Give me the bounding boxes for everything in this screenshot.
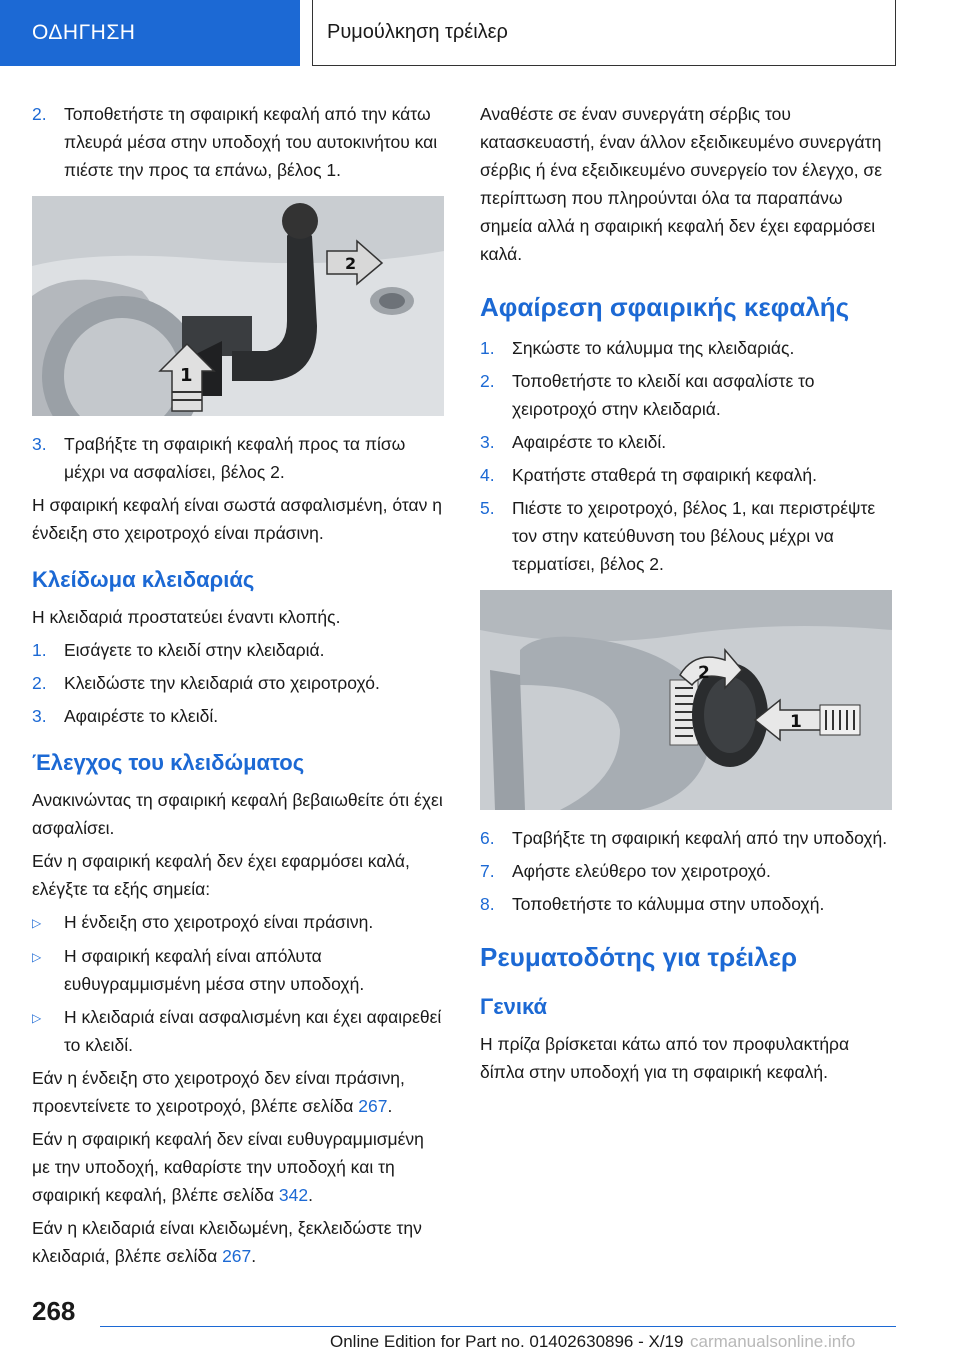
- heading-lock: Κλείδωμα κλειδαριάς: [32, 567, 255, 592]
- paragraph: Η σφαιρική κεφαλή είναι σωστά ασφαλισμένη, όταν η ένδειξη στο χειροτροχό είναι πράσινη.: [32, 495, 442, 543]
- left-column: [32, 100, 444, 1275]
- arrow-2-label: 2: [345, 254, 357, 273]
- step-text: Τοποθετήστε το κλειδί και ασφαλίστε το χειροτροχό στην κλειδαριά.: [512, 371, 815, 419]
- step-number: 1.: [32, 640, 47, 660]
- step-item: [480, 334, 896, 362]
- step-item: [32, 100, 444, 184]
- step-number: 2.: [480, 371, 495, 391]
- paragraph: [32, 1064, 444, 1120]
- step-text: Κρατήστε σταθερά τη σφαιρική κεφαλή.: [512, 465, 818, 485]
- paragraph-text: Εάν η ένδειξη στο χειροτροχό δεν είναι πράσινη, προεντείνετε το χειροτροχό, βλέπε σελίδα: [32, 1068, 405, 1116]
- right-column: [480, 100, 896, 1091]
- bullet-item: [32, 942, 444, 998]
- paragraph: Η πρίζα βρίσκεται κάτω από τον προφυλακτήρα δίπλα στην υποδοχή για τη σφαιρική κεφαλή.: [480, 1034, 850, 1082]
- step-text: Σηκώστε το κάλυμμα της κλειδαριάς.: [512, 338, 795, 358]
- paragraph: Ανακινώντας τη σφαιρική κεφαλή βεβαιωθείτε ότι έχει ασφαλίσει.: [32, 790, 443, 838]
- step-number: 2.: [32, 673, 47, 693]
- bullet-text: Η σφαιρική κεφαλή είναι απόλυτα ευθυγραμμισμένη μέσα στην υποδοχή.: [64, 946, 365, 994]
- step-text: Τραβήξτε τη σφαιρική κεφαλή προς τα πίσω μέχρι να ασφαλίσει, βέλος 2.: [64, 434, 406, 482]
- paragraph-text: Εάν η κλειδαριά είναι κλειδωμένη, ξεκλειδώστε την κλειδαριά, βλέπε σελίδα: [32, 1218, 422, 1266]
- step-text: Αφήστε ελεύθερο τον χειροτροχό.: [512, 861, 771, 881]
- step-item: [32, 702, 444, 730]
- section-tab[interactable]: [0, 0, 300, 66]
- paragraph: Η κλειδαριά προστατεύει έναντι κλοπής.: [32, 607, 341, 627]
- triangle-bullet-icon: ▷: [32, 950, 42, 964]
- figure-release-handwheel: [480, 590, 892, 810]
- arrow-1-label: 1: [790, 712, 802, 732]
- bullet-item: [32, 1003, 444, 1059]
- arrow-2-label: 2: [698, 663, 710, 683]
- paragraph: Αναθέστε σε έναν συνεργάτη σέρβις του κατασκευαστή, έναν άλλον εξειδικευμένο συνεργάτη σέρβις ή ένα εξειδικευμένο συνεργείο τον έλεγχο, σε περίπτωση που πληρούνται όλα τα παραπάνω σημεία αλλά η σφαιρική κεφαλή δεν έχει εφαρμόσει καλά.: [480, 104, 883, 264]
- step-text: Αφαιρέστε το κλειδί.: [64, 706, 219, 726]
- step-number: 4.: [480, 465, 495, 485]
- page-number: 268: [32, 1296, 76, 1326]
- step-item: [480, 367, 896, 423]
- paragraph-end: .: [251, 1246, 257, 1266]
- heading-remove: Αφαίρεση σφαιρικής κεφαλής: [480, 292, 850, 322]
- heading-general: Γενικά: [480, 994, 548, 1019]
- page-link[interactable]: 267: [358, 1096, 388, 1116]
- step-number: 1.: [480, 338, 495, 358]
- step-item: [32, 636, 444, 664]
- step-text: Κλειδώστε την κλειδαριά στο χειροτροχό.: [64, 673, 380, 693]
- step-item: [480, 824, 896, 852]
- triangle-bullet-icon: ▷: [32, 916, 42, 930]
- step-item: [32, 669, 444, 697]
- step-number: 6.: [480, 828, 495, 848]
- step-number: 3.: [480, 432, 495, 452]
- step-number: 3.: [32, 434, 47, 454]
- edition-info: Online Edition for Part no. 01402630896 - X/19: [330, 1332, 684, 1351]
- step-item: [32, 430, 444, 486]
- step-text: Πιέστε το χειροτροχό, βέλος 1, και περιστρέψτε τον στην κατεύθυνση του βέλους μέχρι να τερματίσει, βέλος 2.: [512, 498, 876, 574]
- step-text: Εισάγετε το κλειδί στην κλειδαριά.: [64, 640, 325, 660]
- arrow-1-label: 1: [180, 365, 193, 386]
- bullet-text: Η ένδειξη στο χειροτροχό είναι πράσινη.: [64, 912, 374, 932]
- heading-socket: Ρευματοδότης για τρέιλερ: [480, 942, 798, 972]
- bullet-item: [32, 908, 444, 937]
- chapter-title: Ρυμούλκηση τρέιλερ: [327, 21, 508, 43]
- section-label: ΟΔΗΓΗΣΗ: [32, 21, 136, 44]
- paragraph-end: .: [387, 1096, 393, 1116]
- step-text: Τραβήξτε τη σφαιρική κεφαλή από την υποδοχή.: [512, 828, 888, 848]
- step-number: 5.: [480, 498, 495, 518]
- step-item: [480, 494, 896, 578]
- heading-check: Έλεγχος του κλειδώματος: [32, 750, 305, 775]
- step-item: [480, 890, 896, 918]
- paragraph-text: Εάν η σφαιρική κεφαλή δεν είναι ευθυγραμμισμένη με την υποδοχή, καθαρίστε την υποδοχή και τη σφαιρική κεφαλή, βλέπε σελίδα: [32, 1129, 424, 1205]
- page-link[interactable]: 342: [278, 1185, 309, 1205]
- watermark: carmanualsonline.info: [690, 1332, 856, 1351]
- figure-mounting-ball-head: [32, 196, 444, 416]
- step-number: 2.: [32, 104, 47, 124]
- paragraph: [32, 1125, 444, 1209]
- page-link[interactable]: 267: [222, 1246, 252, 1266]
- step-number: 7.: [480, 861, 495, 881]
- step-number: 8.: [480, 894, 495, 914]
- step-number: 3.: [32, 706, 47, 726]
- step-text: Τοποθετήστε το κάλυμμα στην υποδοχή.: [512, 894, 825, 914]
- footer-divider: [100, 1326, 896, 1327]
- step-item: [480, 857, 896, 885]
- chapter-header: [312, 0, 896, 66]
- step-text: Αφαιρέστε το κλειδί.: [512, 432, 667, 452]
- release-illustration: [480, 590, 892, 810]
- paragraph: [32, 1214, 444, 1270]
- paragraph: Εάν η σφαιρική κεφαλή δεν έχει εφαρμόσει καλά, ελέγξτε τα εξής σημεία:: [32, 851, 410, 899]
- bullet-text: Η κλειδαριά είναι ασφαλισμένη και έχει αφαιρεθεί το κλειδί.: [64, 1007, 442, 1055]
- mounting-illustration: [32, 196, 444, 416]
- step-item: [480, 461, 896, 489]
- paragraph-end: .: [308, 1185, 313, 1205]
- step-text: Τοποθετήστε τη σφαιρική κεφαλή από την κάτω πλευρά μέσα στην υποδοχή του αυτοκινήτου και πιέστε την προς τα επάνω, βέλος 1.: [64, 104, 438, 180]
- triangle-bullet-icon: ▷: [32, 1011, 42, 1025]
- step-item: [480, 428, 896, 456]
